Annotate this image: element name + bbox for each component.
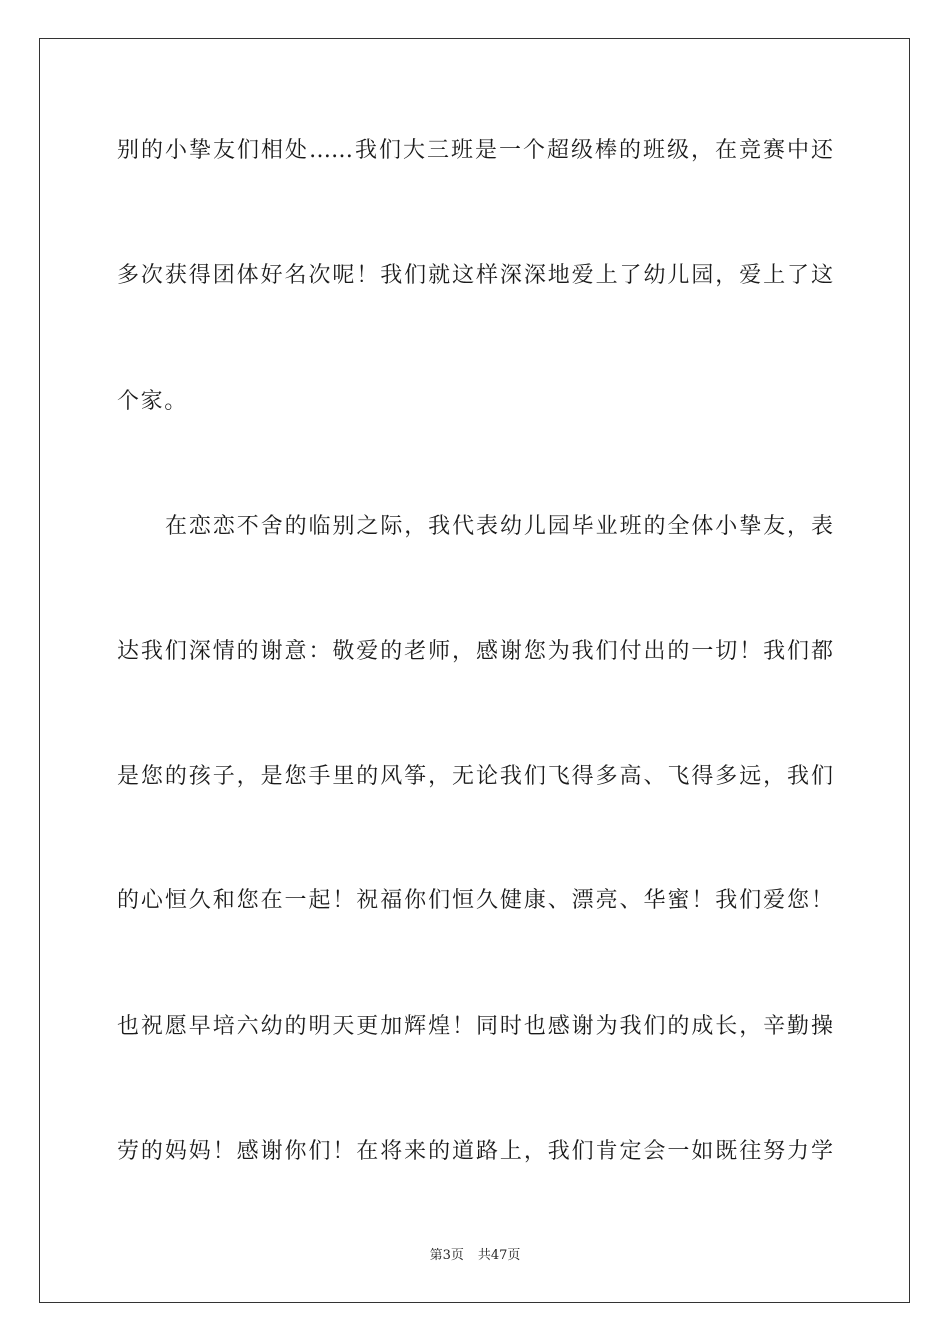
page-border (39, 38, 910, 1303)
text-line: 别的小挚友们相处……我们大三班是一个超级棒的班级，在竞赛中还 (117, 138, 833, 163)
text-line: 多次获得团体好名次呢！我们就这样深深地爱上了幼儿园，爱上了这 (117, 263, 833, 288)
page-total: 共47页 (477, 1248, 521, 1263)
text-line: 也祝愿早培六幼的明天更加辉煌！同时也感谢为我们的成长，辛勤操 (117, 1014, 833, 1039)
text-line: 个家。 (117, 389, 188, 414)
text-line: 是您的孩子，是您手里的风筝，无论我们飞得多高、飞得多远，我们 (117, 764, 833, 789)
text-line: 劳的妈妈！感谢你们！在将来的道路上，我们肯定会一如既往努力学 (117, 1139, 833, 1164)
page-footer (0, 1247, 950, 1265)
text-line: 达我们深情的谢意：敬爱的老师，感谢您为我们付出的一切！我们都 (117, 639, 833, 664)
paragraph-first-line: 在恋恋不舍的临别之际，我代表幼儿园毕业班的全体小挚友，表 (165, 514, 833, 539)
text-line: 的心恒久和您在一起！祝福你们恒久健康、漂亮、华蜜！我们爱您！ (117, 888, 833, 913)
page-number: 第3页 (429, 1248, 464, 1263)
